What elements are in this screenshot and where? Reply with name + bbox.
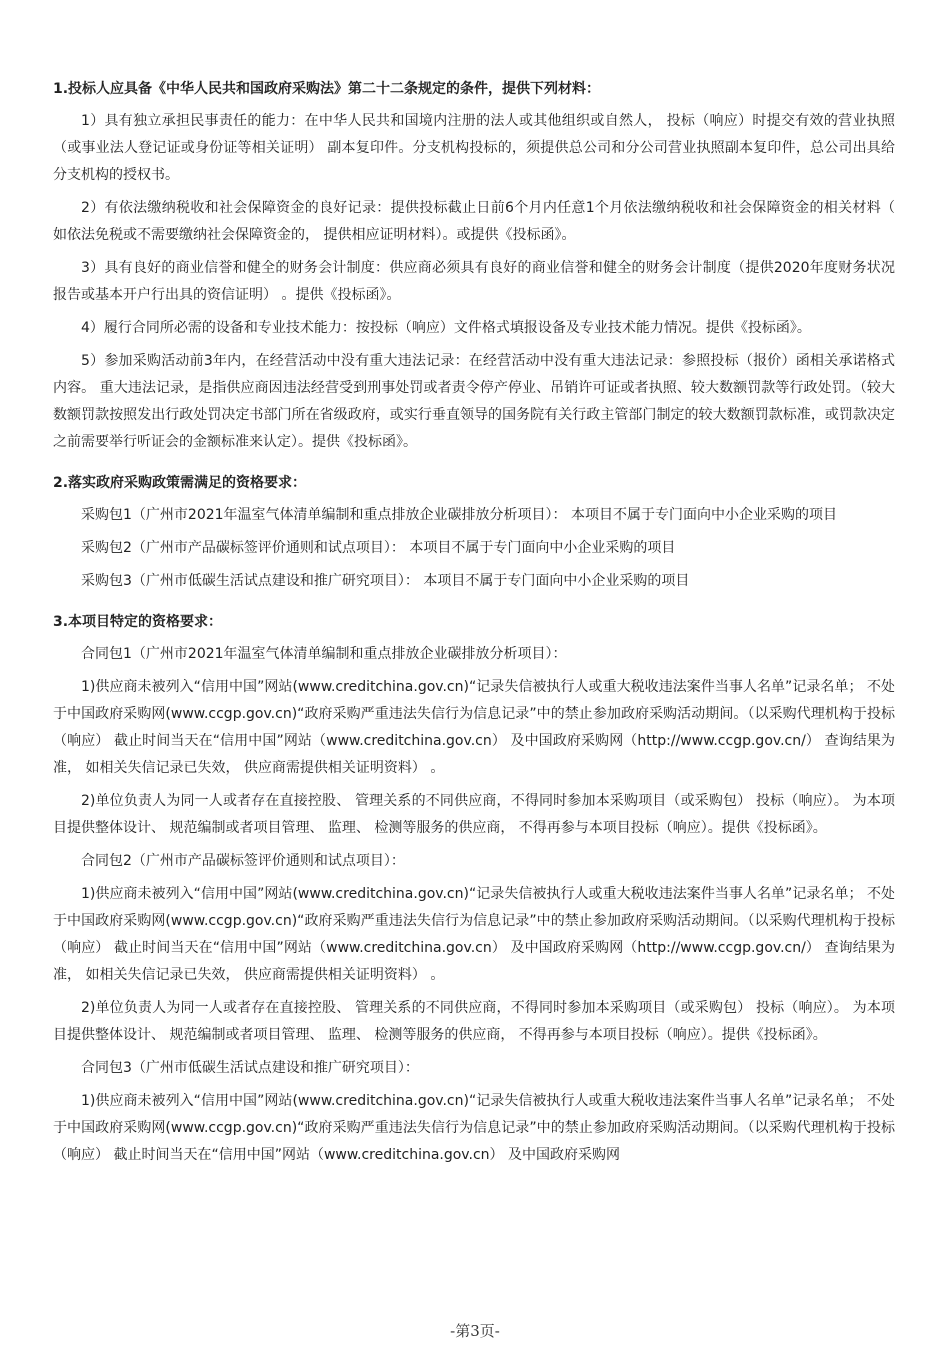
package3-title: 合同包3（广州市低碳生活试点建设和推广研究项目）： <box>81 1060 419 1076</box>
package2-requirement-2: 2)单位负责人为同一人或者存在直接控股、 管理关系的不同供应商，不得同时参加本采购项目（或采购包） 投标（响应）。 为本项目提供整体设计、 规范编制或者项目管理、 监理、 检测等服务的供应商， 不得再参与本项目投标（响应）。提供《投标函》。 <box>53 1000 895 1043</box>
section1-item-1: 1）具有独立承担民事责任的能力：在中华人民共和国境内注册的法人或其他组织或自然人， 投标（响应）时提交有效的营业执照（或事业法人登记证或身份证等相关证明） 副本复印件。分支机构投标的，须提供总公司和分公司营业执照副本复印件，总公司出具给分支机构的授权书。 <box>53 113 895 183</box>
section1-heading: 1.投标人应具备《中华人民共和国政府采购法》第二十二条规定的条件，提供下列材料： <box>53 81 601 97</box>
section1-item-4: 4）履行合同所必需的设备和专业技术能力：按投标（响应）文件格式填报设备及专业技术能力情况。提供《投标函》。 <box>81 320 811 336</box>
section-gap <box>53 462 895 470</box>
section1-item-5: 5）参加采购活动前3年内，在经营活动中没有重大违法记录：在经营活动中没有重大违法记录：参照投标（报价）函相关承诺格式内容。 重大违法记录，是指供应商因违法经营受到刑事处罚或者责令停产停业、吊销许可证或者执照、较大数额罚款等行政处罚。（较大数额罚款按照发出行政处罚决定书部门所在省级政府，或实行垂直领导的国务院有关行政主管部门制定的较大数额罚款标准，或罚款决定之前需要举行听证会的金额标准来认定）。提供《投标函》。 <box>53 353 895 450</box>
section-gap <box>53 601 895 609</box>
section2-item-3: 采购包3（广州市低碳生活试点建设和推广研究项目）： 本项目不属于专门面向中小企业采购的项目 <box>81 573 690 589</box>
package1-title: 合同包1（广州市2021年温室气体清单编制和重点排放企业碳排放分析项目）： <box>81 646 567 662</box>
package1-requirement-1: 1)供应商未被列入“信用中国”网站(www.creditchina.gov.cn)“记录失信被执行人或重大税收违法案件当事人名单”记录名单； 不处于中国政府采购网(www.ccgp.gov.cn)“政府采购严重违法失信行为信息记录”中的禁止参加政府采购活动期间。（以采购代理机构于投标（响应） 截止时间当天在“信用中国”网站（www.creditchina.gov.cn） 及中国政府采购网（http://www.ccgp.gov.cn/） 查询结果为准， 如相关失信记录已失效， 供应商需提供相关证明资料） 。 <box>53 679 895 776</box>
section1-item-3: 3）具有良好的商业信誉和健全的财务会计制度：供应商必须具有良好的商业信誉和健全的财务会计制度（提供2020年度财务状况报告或基本开户行出具的资信证明） 。提供《投标函》。 <box>53 260 895 303</box>
section2-item-1: 采购包1（广州市2021年温室气体清单编制和重点排放企业碳排放分析项目）： 本项目不属于专门面向中小企业采购的项目 <box>81 507 837 523</box>
package1-requirement-2: 2)单位负责人为同一人或者存在直接控股、 管理关系的不同供应商，不得同时参加本采购项目（或采购包） 投标（响应）。 为本项目提供整体设计、 规范编制或者项目管理、 监理、 检测等服务的供应商， 不得再参与本项目投标（响应）。提供《投标函》。 <box>53 793 895 836</box>
package2-title: 合同包2（广州市产品碳标签评价通则和试点项目）： <box>81 853 405 869</box>
package2-requirement-1: 1)供应商未被列入“信用中国”网站(www.creditchina.gov.cn)“记录失信被执行人或重大税收违法案件当事人名单”记录名单； 不处于中国政府采购网(www.ccgp.gov.cn)“政府采购严重违法失信行为信息记录”中的禁止参加政府采购活动期间。（以采购代理机构于投标（响应） 截止时间当天在“信用中国”网站（www.creditchina.gov.cn） 及中国政府采购网（http://www.ccgp.gov.cn/） 查询结果为准， 如相关失信记录已失效， 供应商需提供相关证明资料） 。 <box>53 886 895 983</box>
page-number: -第3页- <box>450 1322 500 1340</box>
section2-heading: 2.落实政府采购政策需满足的资格要求： <box>53 475 307 491</box>
section1-item-2: 2）有依法缴纳税收和社会保障资金的良好记录：提供投标截止日前6个月内任意1个月依法缴纳税收和社会保障资金的相关材料（ 如依法免税或不需要缴纳社会保障资金的， 提供相应证明材料）。或提供《投标函》。 <box>53 200 895 243</box>
section3-heading: 3.本项目特定的资格要求： <box>53 614 223 630</box>
section2-item-2: 采购包2（广州市产品碳标签评价通则和试点项目）： 本项目不属于专门面向中小企业采购的项目 <box>81 540 676 556</box>
document-body <box>53 76 895 1175</box>
package3-requirement-1: 1)供应商未被列入“信用中国”网站(www.creditchina.gov.cn)“记录失信被执行人或重大税收违法案件当事人名单”记录名单； 不处于中国政府采购网(www.ccgp.gov.cn)“政府采购严重违法失信行为信息记录”中的禁止参加政府采购活动期间。（以采购代理机构于投标（响应） 截止时间当天在“信用中国”网站（www.creditchina.gov.cn） 及中国政府采购网 <box>53 1093 895 1163</box>
